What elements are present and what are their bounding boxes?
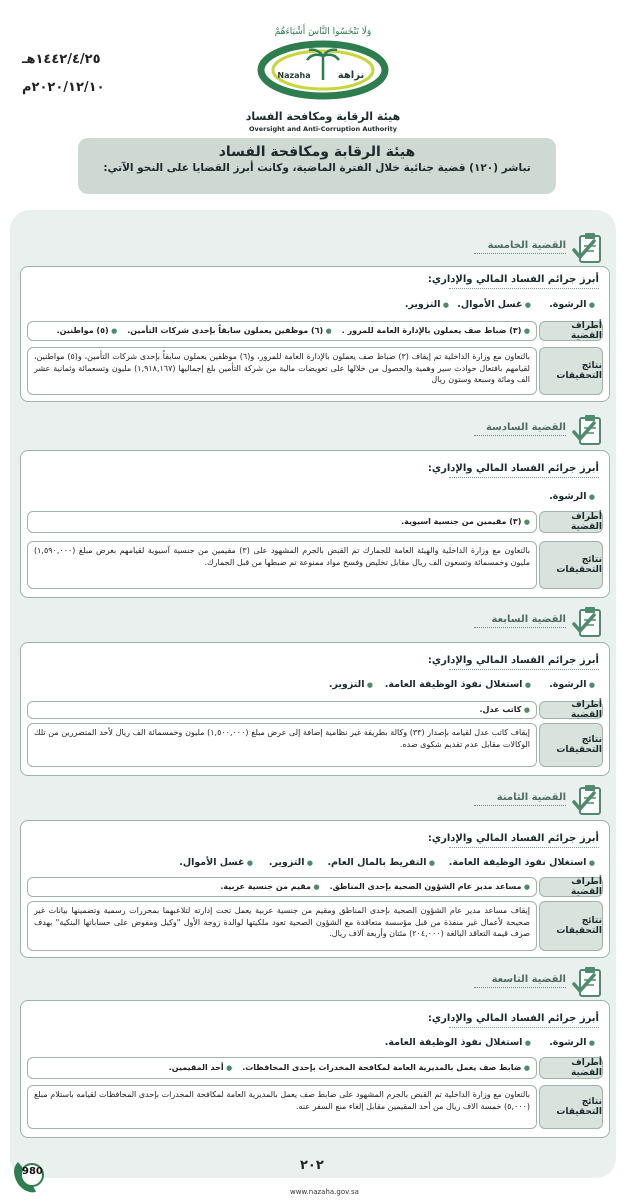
results-row: [27, 1085, 603, 1129]
party-item: ● (٣) ضباط صف يعملون بالإدارة العامة للمرور .: [342, 325, 530, 337]
crime-item: ● استغلال نفوذ الوظيفة العامة.: [385, 1037, 531, 1048]
party-item: ● مقيم من جنسية عربية.: [220, 881, 319, 893]
parties-value: [27, 877, 537, 897]
party-item: ● (٦) موظفين يعملون سابقاً بإحدى شركات التأمين.: [127, 325, 332, 337]
crimes-heading: أبرز جرائم الفساد المالي والإداري:: [427, 655, 599, 666]
clipboard-check-icon: [572, 414, 610, 446]
intro-banner: [78, 138, 556, 194]
crime-item: ● استغلال نفوذ الوظيفة العامة.: [449, 857, 595, 868]
crime-item: ● الرشوة.: [549, 299, 595, 310]
crimes-heading: أبرز جرائم الفساد المالي والإداري:: [427, 463, 599, 474]
results-label: نتائج التحقيقات: [539, 723, 603, 767]
case-card: [20, 266, 610, 402]
results-row: [27, 347, 603, 395]
parties-value: [27, 701, 537, 719]
clipboard-check-icon: [572, 606, 610, 638]
parties-label: أطراف القضية: [539, 877, 603, 897]
case-title: القضية السابعة: [491, 614, 566, 625]
results-label: نتائج التحقيقات: [539, 541, 603, 589]
date-hijri: ١٤٤٢/٤/٢٥هـ: [22, 52, 101, 67]
case-header: [470, 606, 610, 636]
case-title: القضية السادسة: [485, 422, 566, 433]
crimes-heading: أبرز جرائم الفساد المالي والإداري:: [427, 833, 599, 844]
case-title: القضية الثامنة: [496, 792, 566, 803]
case-7: [22, 606, 610, 774]
crime-item: ● غسل الأموال.: [179, 857, 253, 868]
case-title: القضية الخامسة: [487, 240, 566, 251]
banner-subtitle: تباشر (١٢٠) قضية جنائية خلال الفترة الماضية، وكانت أبرز القضايا على النحو الآتي:: [103, 162, 531, 174]
case-header: [470, 784, 610, 814]
parties-label: أطراف القضية: [539, 511, 603, 533]
crime-item: ● غسل الأموال.: [457, 299, 531, 310]
case-header: [470, 414, 610, 444]
logo-latin: Nazaha: [277, 71, 311, 80]
parties-label: أطراف القضية: [539, 701, 603, 719]
logo-arabic: نزاهة: [337, 70, 365, 81]
crime-item: ● التفريط بالمال العام.: [327, 857, 435, 868]
crimes-heading: أبرز جرائم الفساد المالي والإداري:: [427, 1013, 599, 1024]
parties-row: [27, 511, 603, 533]
parties-row: [27, 1057, 603, 1079]
crime-item: ● التزوير.: [329, 679, 373, 690]
crime-item: ● الرشوة.: [549, 679, 595, 690]
results-value: بالتعاون مع وزارة الداخلية والهيئة العامة للجمارك تم القبض بالجرم المشهود على (٣) مقيمين من جنسية آسيوية لقيامهم بعرض مبلغ (١,٥٩٠,٠٠٠) مليون وخمسمائة وتسعون الف ريال مقابل تخليص وفسح مواد ممنوعة تم ضبطها من قبل الجمارك.: [27, 541, 537, 589]
hotline-number[interactable]: 980: [22, 1166, 43, 1177]
crime-item: ● التزوير.: [405, 299, 449, 310]
parties-value: [27, 511, 537, 533]
crime-item: ● استغلال نفوذ الوظيفة العامة.: [385, 679, 531, 690]
clipboard-check-icon: [572, 966, 610, 998]
date-gregorian: ٢٠٢٠/١٢/١٠م: [22, 80, 105, 95]
parties-row: [27, 321, 603, 341]
parties-row: [27, 701, 603, 719]
case-9: [22, 966, 610, 1134]
parties-label: أطراف القضية: [539, 1057, 603, 1079]
crimes-heading: أبرز جرائم الفساد المالي والإداري:: [427, 274, 599, 285]
parties-value: [27, 321, 537, 341]
results-row: [27, 541, 603, 589]
crime-item: ● التزوير.: [269, 857, 313, 868]
party-item: ● (٣) مقيمين من جنسية اسيوية.: [401, 516, 530, 528]
case-card: [20, 450, 610, 598]
results-label: نتائج التحقيقات: [539, 1085, 603, 1129]
clipboard-check-icon: [572, 784, 610, 816]
case-card: [20, 1000, 610, 1138]
case-6: [22, 414, 610, 582]
case-8: [22, 784, 610, 952]
party-item: ● (٥) مواطنين.: [57, 325, 118, 337]
results-value: إيقاف مساعد مدير عام الشؤون الصحية بإحدى المناطق ومقيم من جنسية عربية يعمل تحت إدارته لتلاعبهما بمحررات رسمية وتضمينها بيانات غير صحيحة لأعمال غير منفذة من قبل مؤسسة متعاقدة مع الشؤون الصحية تعود ملكيتها لوالدة زوجة الأول "وكيل ومفوض على حساباتها البنكية" بهدف صرف قيمة التعاقد البالغة (٢٠٤,٠٠٠) مئتان وأربعة آلاف ريال.: [27, 901, 537, 951]
party-item: ● ضابط صف يعمل بالمديرية العامة لمكافحة المخدرات بإحدى المحافظات.: [242, 1062, 530, 1074]
results-value: إيقاف كاتب عدل لقيامه بإصدار (٣٣) وكالة بطريقة غير نظامية إضافة إلى عرض مبلغ (١,٥٠٠,٠٠٠) مليون وخمسمائة الف ريال لأحد المتضررين من تلك الوكالات مقابل عدم تقديم شكوى ضده.: [27, 723, 537, 767]
case-header: [470, 966, 610, 996]
results-row: [27, 901, 603, 951]
authority-name-en: Oversight and Anti-Corruption Authority: [249, 125, 397, 133]
parties-label: أطراف القضية: [539, 321, 603, 341]
results-label: نتائج التحقيقات: [539, 901, 603, 951]
case-5: [22, 232, 610, 400]
nazaha-logo: [238, 12, 408, 132]
party-item: ● مساعد مدير عام الشؤون الصحية بإحدى المناطق.: [330, 881, 530, 893]
logo-verse: وَلَا تَبْخَسُوا النَّاسَ أَشْيَاءَهُمْ: [274, 27, 372, 37]
crime-item: ● الرشوة.: [549, 491, 595, 502]
parties-value: [27, 1057, 537, 1079]
page-number: ٢٠٢: [300, 1158, 324, 1173]
authority-name-ar: هيئة الرقابة ومكافحة الفساد: [245, 110, 401, 123]
crime-item: ● الرشوة.: [549, 1037, 595, 1048]
case-card: [20, 642, 610, 776]
parties-row: [27, 877, 603, 897]
results-value: بالتعاون مع وزارة الداخلية تم إيقاف (٣) ضباط صف يعملون بالإدارة العامة للمرور، و(٦) موظفين يعملون سابقاً بإحدى شركات التأمين، و(٥) مواطنين، لقيامهم بافتعال حوادث سير وهمية والحصول من خلالها على تعويضات مالية من شركة التأمين بلغ إجماليها (١,٩١٨,١٦٧) مليون وتسعمائة وثمانية عشر الف ومائة وسبعة وستون ريال: [27, 347, 537, 395]
case-header: [470, 232, 610, 262]
party-item: ● أحد المقيمين.: [169, 1062, 232, 1074]
banner-title: هيئة الرقابة ومكافحة الفساد: [218, 144, 416, 160]
logo-emblem-icon: [238, 12, 408, 108]
results-label: نتائج التحقيقات: [539, 347, 603, 395]
results-value: بالتعاون مع وزارة الداخلية تم القبض بالجرم المشهود على ضابط صف يعمل بالمديرية العامة لمكافحة المخدرات بإحدى المحافظات لقيامه باستلام مبلغ (٥,٠٠٠) خمسة الاف ريال من أحد المقيمين مقابل إلغاء منع السفر عنه.: [27, 1085, 537, 1129]
party-item: ● كاتب عدل.: [479, 704, 530, 716]
case-card: [20, 820, 610, 958]
website-link[interactable]: www.nazaha.gov.sa: [290, 1188, 359, 1196]
clipboard-check-icon: [572, 232, 610, 264]
results-row: [27, 723, 603, 767]
case-title: القضية التاسعة: [491, 974, 566, 985]
